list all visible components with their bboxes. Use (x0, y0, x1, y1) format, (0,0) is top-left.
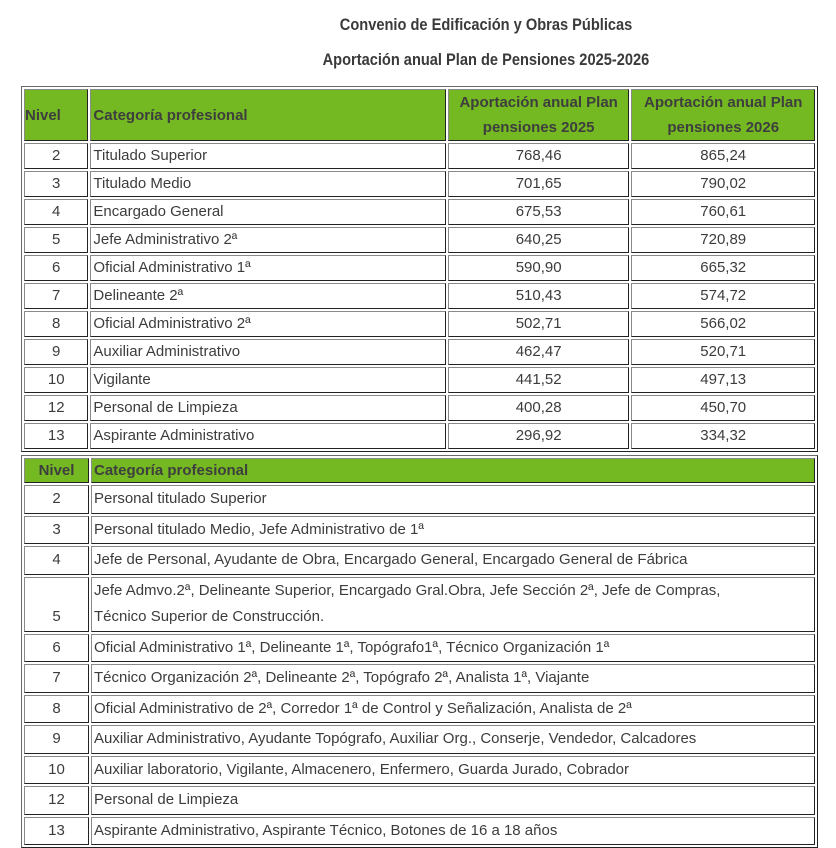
cell-nivel: 10 (24, 756, 89, 785)
cell-nivel: 3 (24, 171, 88, 197)
cell-categoria: Personal titulado Medio, Jefe Administrativo de 1ª (91, 516, 815, 545)
cell-categoria: Técnico Organización 2ª, Delineante 2ª, Topógrafo 2ª, Analista 1ª, Viajante (91, 664, 815, 693)
header-categoria: Categoría profesional (91, 458, 815, 483)
cell-nivel: 12 (24, 395, 88, 421)
cell-aportacion-2025: 510,43 (448, 283, 630, 309)
cell-categoria: Delineante 2ª (90, 283, 445, 309)
header-2026-line1: Aportación anual Plan (644, 94, 803, 111)
cell-aportacion-2026: 566,02 (631, 311, 815, 337)
document-subtitle (68, 50, 836, 70)
table-row (24, 817, 815, 846)
cell-aportacion-2026: 720,89 (631, 227, 815, 253)
document-subtitle-text: Aportación anual Plan de Pensiones 2025-2026 (322, 50, 650, 69)
table-row (24, 395, 815, 421)
header-2026-line2: pensiones 2026 (667, 119, 780, 136)
cell-categoria: Personal de Limpieza (91, 786, 815, 815)
cell-categoria: Oficial Administrativo de 2ª, Corredor 1ª de Control y Señalización, Analista de 2ª (91, 695, 815, 724)
cell-nivel: 12 (24, 786, 89, 815)
cell-nivel: 6 (24, 255, 88, 281)
cell-nivel: 7 (24, 664, 89, 693)
header-categoria: Categoría profesional (90, 89, 445, 141)
table-row (24, 423, 815, 449)
cell-categoria-line2: Técnico Superior de Construcción. (94, 608, 325, 625)
cell-aportacion-2025: 701,65 (448, 171, 630, 197)
table-row (24, 171, 815, 197)
table-row (24, 516, 815, 545)
header-nivel: Nivel (24, 89, 88, 141)
cell-categoria: Jefe Administrativo 2ª (90, 227, 445, 253)
table-row (24, 664, 815, 693)
header-nivel: Nivel (24, 458, 89, 483)
table-row (24, 367, 815, 393)
cell-categoria: Auxiliar Administrativo (90, 339, 445, 365)
table-row (24, 786, 815, 815)
table-row (24, 577, 815, 632)
cell-nivel: 8 (24, 695, 89, 724)
cell-nivel: 3 (24, 516, 89, 545)
cell-categoria: Auxiliar laboratorio, Vigilante, Almacenero, Enfermero, Guarda Jurado, Cobrador (91, 756, 815, 785)
cell-aportacion-2025: 296,92 (448, 423, 630, 449)
cell-categoria: Aspirante Administrativo, Aspirante Técnico, Botones de 16 a 18 años (91, 817, 815, 846)
table-row (24, 695, 815, 724)
document-title (68, 15, 836, 35)
cell-nivel: 6 (24, 634, 89, 663)
cell-aportacion-2026: 520,71 (631, 339, 815, 365)
professional-categories-table (21, 455, 818, 848)
cell-aportacion-2025: 590,90 (448, 255, 630, 281)
document-title-text: Convenio de Edificación y Obras Públicas (339, 15, 633, 34)
cell-nivel: 13 (24, 817, 89, 846)
cell-categoria: Oficial Administrativo 1ª (90, 255, 445, 281)
cell-nivel: 5 (24, 577, 89, 632)
pension-contributions-table (21, 86, 818, 452)
cell-aportacion-2026: 497,13 (631, 367, 815, 393)
table-header-row (24, 89, 815, 141)
header-aportacion-2025 (448, 89, 630, 141)
cell-nivel: 9 (24, 339, 88, 365)
cell-categoria (91, 577, 815, 632)
cell-aportacion-2025: 675,53 (448, 199, 630, 225)
table-row (24, 339, 815, 365)
cell-categoria: Oficial Administrativo 1ª, Delineante 1ª, Topógrafo1ª, Técnico Organización 1ª (91, 634, 815, 663)
table-row (24, 634, 815, 663)
cell-nivel: 4 (24, 199, 88, 225)
table-row (24, 311, 815, 337)
cell-aportacion-2025: 640,25 (448, 227, 630, 253)
table-row (24, 199, 815, 225)
cell-categoria: Auxiliar Administrativo, Ayudante Topógrafo, Auxiliar Org., Conserje, Vendedor, Calcadores (91, 725, 815, 754)
cell-categoria: Titulado Superior (90, 143, 445, 169)
cell-nivel: 8 (24, 311, 88, 337)
cell-categoria: Encargado General (90, 199, 445, 225)
table-row (24, 546, 815, 575)
cell-nivel: 5 (24, 227, 88, 253)
table-row (24, 756, 815, 785)
cell-categoria: Aspirante Administrativo (90, 423, 445, 449)
header-aportacion-2026 (631, 89, 815, 141)
cell-aportacion-2026: 865,24 (631, 143, 815, 169)
cell-categoria: Oficial Administrativo 2ª (90, 311, 445, 337)
cell-nivel: 2 (24, 143, 88, 169)
cell-nivel: 4 (24, 546, 89, 575)
cell-aportacion-2025: 400,28 (448, 395, 630, 421)
cell-nivel: 7 (24, 283, 88, 309)
table-row (24, 725, 815, 754)
table-row (24, 283, 815, 309)
cell-nivel: 9 (24, 725, 89, 754)
table-row (24, 255, 815, 281)
cell-aportacion-2025: 502,71 (448, 311, 630, 337)
cell-nivel: 2 (24, 485, 89, 514)
cell-categoria: Titulado Medio (90, 171, 445, 197)
cell-categoria: Jefe de Personal, Ayudante de Obra, Encargado General, Encargado General de Fábrica (91, 546, 815, 575)
cell-nivel: 10 (24, 367, 88, 393)
cell-aportacion-2026: 790,02 (631, 171, 815, 197)
header-2025-line1: Aportación anual Plan (459, 94, 618, 111)
cell-aportacion-2026: 574,72 (631, 283, 815, 309)
cell-aportacion-2025: 441,52 (448, 367, 630, 393)
cell-aportacion-2026: 450,70 (631, 395, 815, 421)
table-row (24, 143, 815, 169)
cell-aportacion-2025: 462,47 (448, 339, 630, 365)
table-header-row (24, 458, 815, 483)
cell-aportacion-2026: 665,32 (631, 255, 815, 281)
table-row (24, 227, 815, 253)
cell-aportacion-2026: 334,32 (631, 423, 815, 449)
cell-categoria: Vigilante (90, 367, 445, 393)
table-row (24, 485, 815, 514)
cell-aportacion-2025: 768,46 (448, 143, 630, 169)
cell-nivel: 13 (24, 423, 88, 449)
cell-categoria: Personal titulado Superior (91, 485, 815, 514)
header-2025-line2: pensiones 2025 (482, 119, 595, 136)
cell-categoria: Personal de Limpieza (90, 395, 445, 421)
cell-aportacion-2026: 760,61 (631, 199, 815, 225)
cell-categoria-line1: Jefe Admvo.2ª, Delineante Superior, Encargado Gral.Obra, Jefe Sección 2ª, Jefe de Compras, (94, 581, 721, 599)
